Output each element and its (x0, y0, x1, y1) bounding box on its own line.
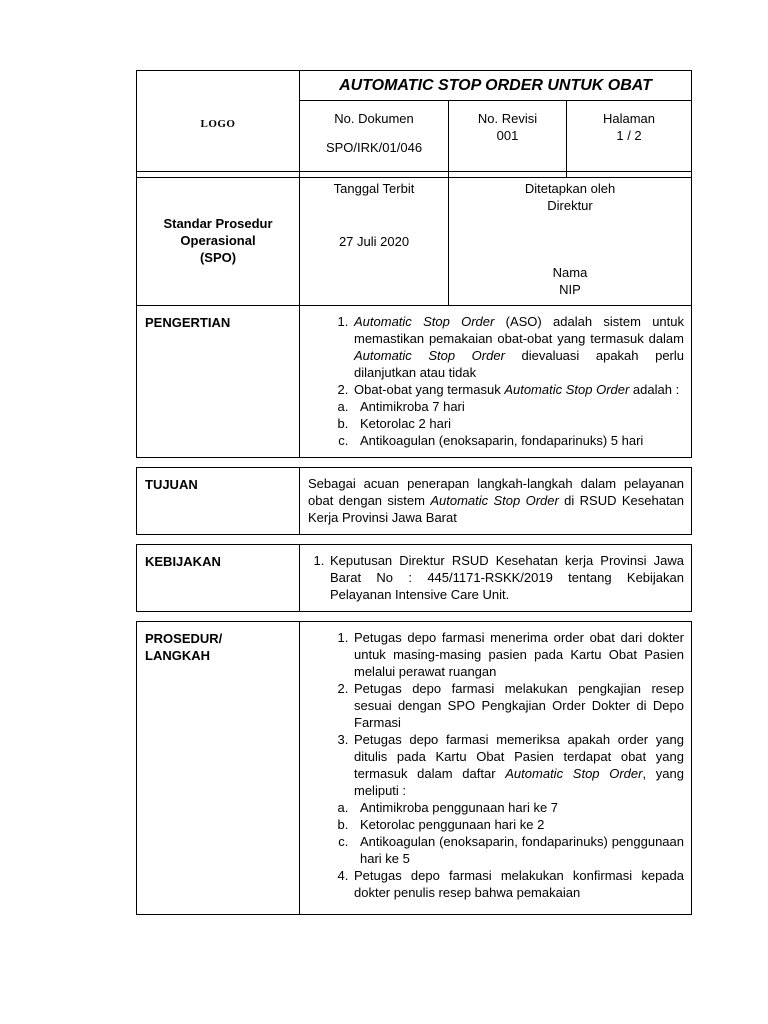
issue-date-cell (300, 172, 449, 306)
prosedur-row (137, 622, 692, 915)
tujuan-content (300, 468, 692, 535)
item-text: adalah : (629, 382, 680, 397)
item-text: (ASO) adalah sistem untuk memastikan pemakaian obat-obat yang termasuk dalam (354, 314, 684, 346)
list-item (352, 381, 684, 398)
pengertian-label: PENGERTIAN (137, 306, 300, 458)
gap-cell (137, 612, 692, 622)
approved-by-line: Ditetapkan oleh (524, 181, 616, 196)
section-gap (137, 612, 692, 622)
approver-name-label: Nama (552, 265, 588, 280)
list-item: c. Antikoagulan (enoksaparin, fondaparinuks) penggunaan hari ke 5 (352, 833, 684, 867)
tujuan-row (137, 468, 692, 535)
pengertian-list (308, 313, 684, 398)
kebijakan-content (300, 545, 692, 612)
gap-cell (137, 535, 692, 545)
page-label: Halaman (602, 111, 656, 126)
document-number-cell (300, 101, 449, 178)
prosedur-label (137, 622, 300, 915)
prosedur-sublist (308, 799, 684, 867)
kebijakan-label: KEBIJAKAN (137, 545, 300, 612)
item-text: , yang meliputi : (354, 766, 685, 798)
italic-term: Automatic Stop Order (354, 314, 495, 329)
prosedur-steps-continued (308, 867, 684, 901)
item-text: di RSUD Kesehatan Kerja Provinsi Jawa Barat (308, 493, 685, 525)
italic-term: Automatic Stop Order (504, 382, 630, 397)
approver-nip-label: NIP (559, 282, 581, 297)
list-item: 2. Petugas depo farmasi melakukan pengkajian resep sesuai dengan SPO Pengkajian Order Dokter di Depo Farmasi (352, 680, 684, 731)
kebijakan-list (308, 552, 684, 603)
prosedur-content (300, 622, 691, 907)
italic-term: Automatic Stop Order (430, 493, 559, 508)
list-item: 1. Keputusan Direktur RSUD Kesehatan kerja Provinsi Jawa Barat No : 445/1171-RSKK/2019 tentang Kebijakan Pelayanan Intensive Care Unit. (328, 552, 684, 603)
item-text: Obat-obat yang termasuk (354, 382, 505, 397)
approved-by-line: Direktur (547, 198, 593, 213)
pengertian-sublist (308, 398, 684, 449)
list-item: c. Antikoagulan (enoksaparin, fondaparinuks) 5 hari (352, 432, 684, 449)
item-text: Sebagai acuan penerapan langkah-langkah dalam pelayanan obat dengan sistem (308, 476, 684, 508)
prosedur-steps (308, 629, 684, 799)
section-gap (137, 458, 692, 468)
italic-term: Automatic Stop Order (354, 348, 505, 363)
document-title: AUTOMATIC STOP ORDER UNTUK OBAT (300, 71, 692, 101)
section-gap (137, 535, 692, 545)
list-item (352, 731, 684, 799)
document-header-table (136, 70, 692, 178)
spo-label-line: (SPO) (199, 250, 237, 265)
spo-row (137, 172, 692, 306)
item-text: Petugas depo farmasi memeriksa apakah order yang ditulis pada Kartu Obat Pasien terdapat obat yang termasuk dalam daftar (354, 732, 684, 781)
revision-value: 001 (496, 128, 519, 143)
document-number-value: SPO/IRK/01/046 (325, 140, 423, 155)
prosedur-cell (300, 622, 692, 915)
list-item: b. Ketorolac penggunaan hari ke 2 (352, 816, 684, 833)
revision-label: No. Revisi (477, 111, 538, 126)
pengertian-content (300, 306, 692, 458)
italic-term: Automatic Stop Order (505, 766, 643, 781)
tujuan-label: TUJUAN (137, 468, 300, 535)
page-number-cell (567, 101, 692, 178)
kebijakan-row (137, 545, 692, 612)
pengertian-row (137, 306, 692, 458)
document-number-label: No. Dokumen (334, 111, 414, 126)
prosedur-label-line: PROSEDUR/ (145, 631, 223, 646)
list-item: 1. Petugas depo farmasi menerima order obat dari dokter untuk masing-masing pasien pada Kartu Obat Pasien melalui perawat ruangan (352, 629, 684, 680)
page-value: 1 / 2 (616, 128, 642, 143)
revision-cell (449, 101, 567, 178)
list-item: 4. Petugas depo farmasi melakukan konfirmasi kepada dokter penulis resep bahwa pemakaian (352, 867, 684, 901)
list-item: a. Antimikroba 7 hari (352, 398, 684, 415)
spo-label-line: Operasional (180, 233, 256, 248)
list-item: b. Ketorolac 2 hari (352, 415, 684, 432)
item-text: dievaluasi apakah perlu dilanjutkan atau tidak (354, 348, 684, 380)
logo-placeholder: LOGO (137, 71, 300, 178)
spo-label-cell (137, 172, 300, 306)
document-body-table (136, 171, 692, 915)
tujuan-text (308, 475, 684, 526)
prosedur-label-line: LANGKAH (145, 648, 210, 663)
issue-date-value: 27 Juli 2020 (338, 234, 410, 249)
approval-cell (449, 172, 692, 306)
list-item (352, 313, 684, 381)
gap-cell (137, 458, 692, 468)
issue-date-label: Tanggal Terbit (333, 181, 415, 196)
list-item: a. Antimikroba penggunaan hari ke 7 (352, 799, 684, 816)
spo-label-line: Standar Prosedur (163, 216, 273, 231)
